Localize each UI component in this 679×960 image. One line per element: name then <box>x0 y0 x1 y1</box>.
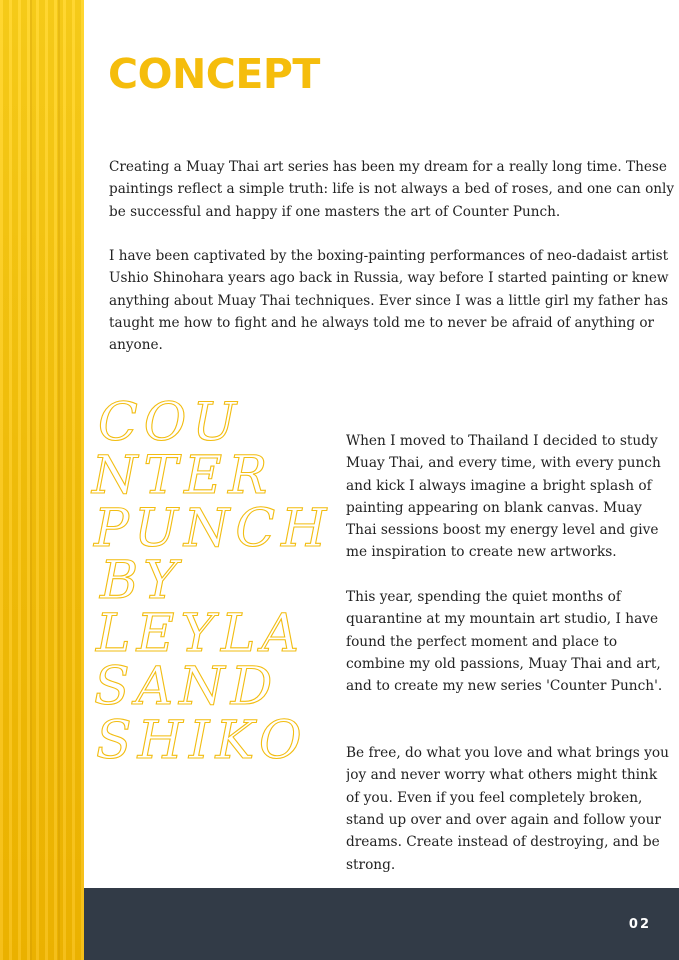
script-line: LEYLA <box>96 604 305 664</box>
script-line: NTER <box>92 446 274 506</box>
script-line: SAND <box>94 657 279 717</box>
script-line: PUNCH <box>94 499 333 559</box>
story-paragraph: Be free, do what you love and what brings you joy and never worry what others might think of you. Even if you feel completely broken, stand up over and over again and follow your dreams. Create instead of destroying, and be strong. <box>346 745 669 873</box>
story-column <box>346 430 672 888</box>
intro-paragraph: Creating a Muay Thai art series has been my dream for a really long time. These paintings reflect a simple truth: life is not always a bed of roses, and one can only be successful and happy if one masters the art of Counter Punch. <box>109 159 675 220</box>
script-line: SHIKO <box>96 711 308 771</box>
story-paragraph: This year, spending the quiet months of quarantine at my mountain art studio, I have found the perfect moment and place to combine my old passions, Muay Thai and art, and to create my new series 'Counter Punch'. <box>346 589 663 695</box>
script-line: COU <box>98 393 243 453</box>
script-line: BY <box>100 551 184 611</box>
footer-bar <box>84 888 679 960</box>
stripe-seam <box>58 0 60 960</box>
page-title: CONCEPT <box>108 50 320 98</box>
page-number: 02 <box>628 917 651 932</box>
intro-paragraph: I have been captivated by the boxing-painting performances of neo-dadaist artist Ushio Shinohara years ago back in Russia, way before I started painting or knew anything about Muay Thai techniques. Ever since I was a little girl my father has taught me how to fight and he always told me to never be afraid of anything or anyone. <box>109 248 669 354</box>
story-paragraph: When I moved to Thailand I decided to study Muay Thai, and every time, with every punch and kick I always imagine a bright splash of painting appearing on blank canvas. Muay Thai sessions boost my energy level and give me inspiration to create new artworks. <box>346 433 661 561</box>
intro-section <box>109 156 675 357</box>
script-lettering-art <box>90 390 340 775</box>
decorative-yellow-stripe <box>0 0 84 960</box>
stripe-seam <box>30 0 32 960</box>
